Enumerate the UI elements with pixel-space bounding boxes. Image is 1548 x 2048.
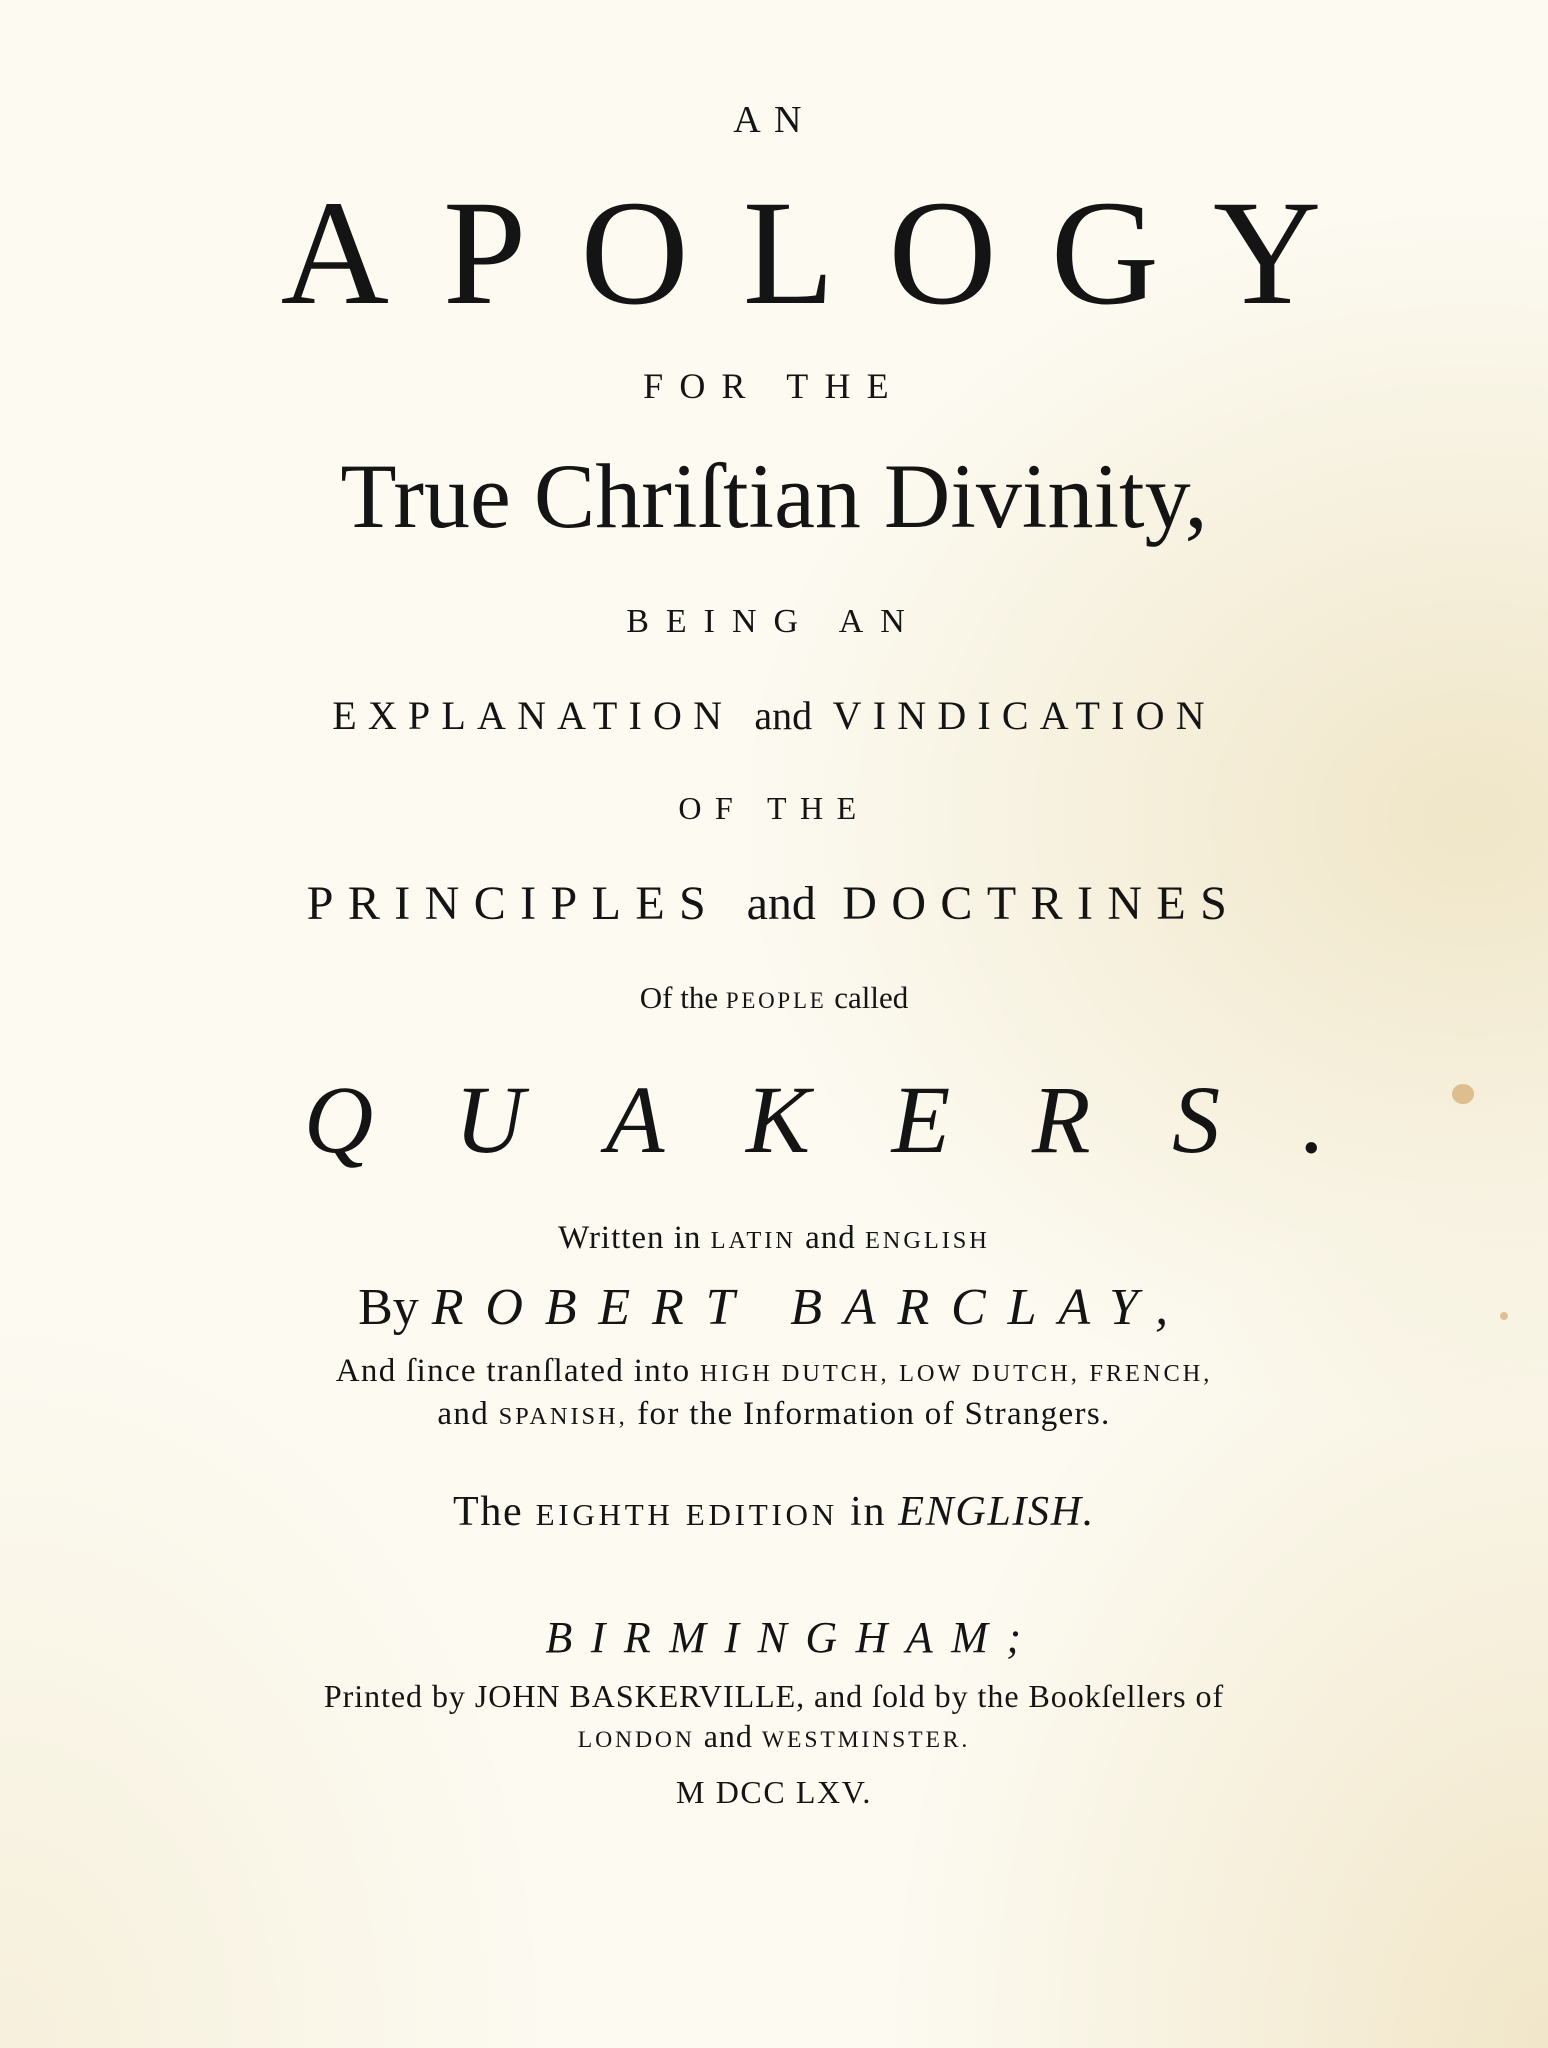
translated-prefix: And ſince tranſlated into (335, 1353, 691, 1389)
printer-name: JOHN BASKERVILLE, (474, 1678, 806, 1714)
and-word: and (805, 1220, 856, 1256)
written-in-line (0, 1220, 1548, 1257)
called-word: called (834, 980, 909, 1015)
edition-the: The (453, 1489, 524, 1535)
translation-line-1 (0, 1353, 1548, 1390)
imprint-place: BIRMINGHAM; (545, 1613, 1040, 1662)
edition-line (0, 1488, 1548, 1536)
author-line (0, 1278, 1548, 1337)
english-word: ENGLISH (864, 1227, 990, 1254)
london-word: LONDON (577, 1727, 695, 1753)
heading-an: AN (733, 99, 815, 141)
doctrines-word: DOCTRINES (842, 877, 1242, 930)
translated-suffix: for the Information of Strangers. (637, 1396, 1111, 1432)
low-dutch-word: LOW DUTCH, (899, 1360, 1080, 1387)
principles-word: PRINCIPLES (306, 877, 721, 930)
latin-word: LATIN (710, 1227, 796, 1254)
edition-word: EDITION (685, 1497, 838, 1532)
printer-line (0, 1678, 1548, 1715)
printed-by: Printed by (323, 1678, 466, 1714)
being-an-line: BEING AN (626, 603, 922, 640)
vindication-word: VINDICATION (832, 693, 1216, 738)
french-word: FRENCH, (1089, 1360, 1213, 1387)
principles-doctrines-line (0, 876, 1548, 931)
and-word: and (754, 693, 813, 738)
edition-in: in (850, 1489, 887, 1535)
of-the-prefix: Of the (639, 980, 719, 1015)
explanation-word: EXPLANATION (332, 693, 734, 738)
booksellers-location-line (0, 1718, 1548, 1755)
edition-language: ENGLISH. (898, 1489, 1095, 1535)
for-the-line: FOR THE (643, 366, 905, 406)
people-called-line (0, 980, 1548, 1016)
sold-by: and ſold by the Bookſellers of (814, 1678, 1225, 1714)
by-word: By (358, 1279, 419, 1336)
explanation-vindication-line (0, 692, 1548, 739)
quakers-title: QUAKERS. (303, 1066, 1408, 1173)
and-word: and (746, 877, 816, 930)
imprint-date: M DCC LXV. (676, 1774, 872, 1810)
people-word: PEOPLE (725, 988, 827, 1013)
high-dutch-word: HIGH DUTCH, (699, 1360, 890, 1387)
translation-line-2 (0, 1396, 1548, 1433)
spanish-word: SPANISH, (498, 1403, 628, 1430)
written-in-prefix: Written in (558, 1220, 702, 1256)
subtitle-true-christian-divinity: True Chriſtian Divinity, (340, 445, 1208, 547)
author-name: ROBERT BARCLAY, (431, 1279, 1190, 1336)
and-word: and (437, 1396, 490, 1432)
of-the-line: OF THE (678, 790, 870, 826)
main-title-apology: APOLOGY (280, 170, 1376, 336)
and-word: and (703, 1718, 753, 1754)
westminster-word: WESTMINSTER. (761, 1727, 971, 1753)
edition-eighth: EIGHTH (535, 1497, 674, 1532)
